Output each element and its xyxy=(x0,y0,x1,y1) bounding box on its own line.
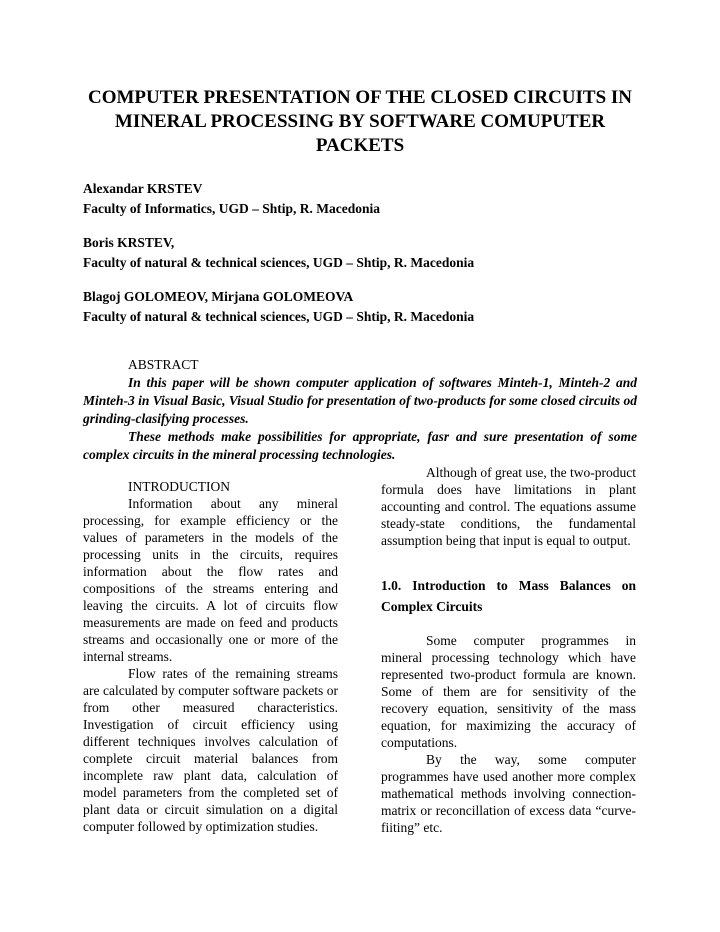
author-name: Blagoj GOLOMEOV, Mirjana GOLOMEOVA xyxy=(83,289,354,304)
abstract-paragraph: These methods make possibilities for appropriate, fasr and sure presentation of some complex circuits in the mineral processing technologies. xyxy=(83,429,637,462)
body-paragraph: By the way, some computer programmes have used another more complex mathematical methods involving connection-matrix or reconcillation of excess data “curve- fiiting” etc. xyxy=(381,752,636,835)
right-column xyxy=(381,464,636,836)
abstract-paragraph: In this paper will be shown computer application of softwares Minteh-1, Minteh-2 and Minteh-3 in Visual Basic, Visual Studio for presentation of two-products for some closed circuits od grinding-clasifying processes. xyxy=(83,375,637,426)
body-paragraph: Flow rates of the remaining streams are calculated by computer software packets or from other measured characteristics. Investigation of circuit efficiency using different techniques involves calculation of complete circuit material balances from incomplete raw plant data, calculation of model parameters from the completed set of plant data or circuit simulation on a digital computer followed by optimization studies. xyxy=(83,666,338,834)
section-heading: 1.0. Introduction to Mass Balances on Complex Circuits xyxy=(381,578,636,614)
author-name: Alexandar KRSTEV xyxy=(83,181,203,196)
author-affiliation: Faculty of natural & technical sciences, UGD – Shtip, R. Macedonia xyxy=(83,255,475,270)
left-column xyxy=(83,478,338,835)
author-list xyxy=(83,179,643,341)
body-paragraph: Information about any mineral processing, for example efficiency or the values of parameters in the models of the processing units in the circuits, requires information about the flow rates and compositions of the streams entering and leaving the circuits. A lot of circuits flow measurements are made on feed and products streams and occasionally one or more of the internal streams. xyxy=(83,496,338,664)
body-paragraph: Some computer programmes in mineral processing technology which have represented two-product formula are known. Some of them are for sensitivity of the recovery equation, sensitivity of the mass equation, for maximizing the accuracy of computations. xyxy=(381,633,636,750)
author-affiliation: Faculty of Informatics, UGD – Shtip, R. Macedonia xyxy=(83,201,380,216)
paper-title: COMPUTER PRESENTATION OF THE CLOSED CIRCUITS IN MINERAL PROCESSING BY SOFTWARE COMUPUTER PACKETS xyxy=(87,87,633,156)
author-affiliation: Faculty of natural & technical sciences, UGD – Shtip, R. Macedonia xyxy=(83,309,475,324)
author-name: Boris KRSTEV, xyxy=(83,235,175,250)
introduction-heading: INTRODUCTION xyxy=(128,479,230,494)
abstract-section xyxy=(83,356,637,464)
author-block xyxy=(83,233,643,273)
author-block xyxy=(83,179,643,219)
body-paragraph: Although of great use, the two-product formula does have limitations in plant accounting and control. The equations assume steady-state conditions, the fundamental assumption being that input is equal to output. xyxy=(381,465,636,548)
author-block xyxy=(83,287,643,327)
abstract-heading: ABSTRACT xyxy=(128,357,199,372)
